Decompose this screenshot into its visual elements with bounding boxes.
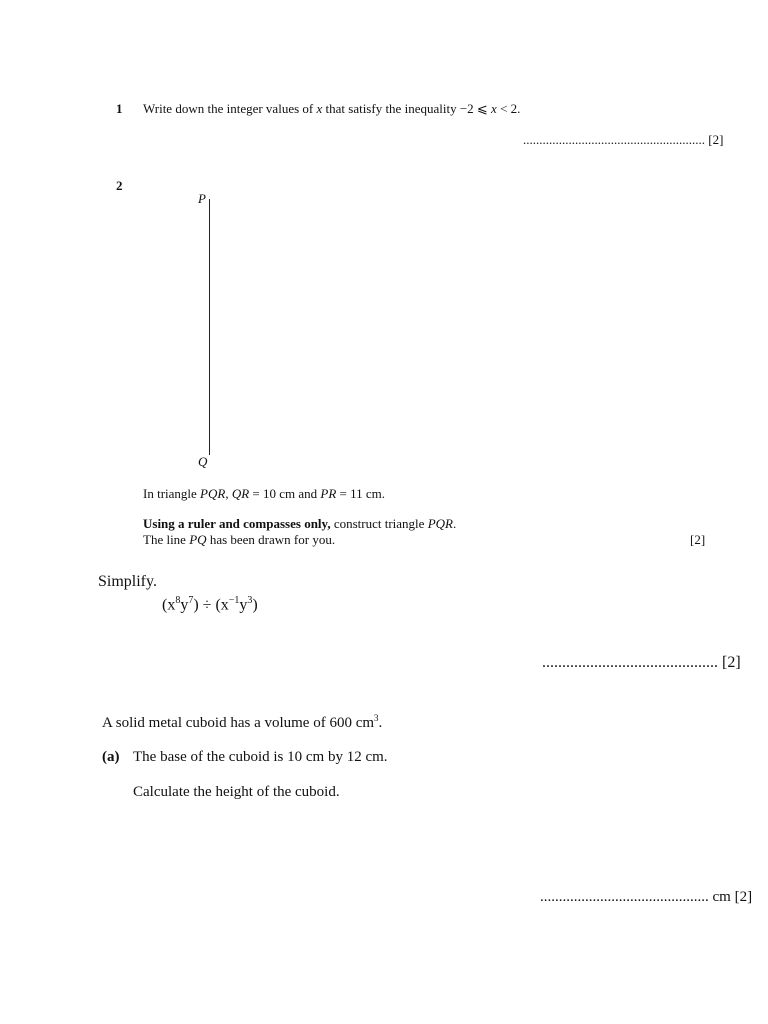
question-3-instruction: Simplify. bbox=[98, 573, 157, 590]
question-4a-label: (a) bbox=[102, 749, 120, 765]
question-4-intro: A solid metal cuboid has a volume of 600 $cm^3$. bbox=[102, 713, 383, 731]
question-4a-answer-area bbox=[540, 889, 752, 906]
question-4a-instruction: Calculate the height of the cuboid. bbox=[133, 784, 340, 800]
answer-line[interactable]: ............................................. bbox=[540, 889, 709, 905]
question-1-answer-area bbox=[523, 132, 723, 148]
q1-text-prefix: Write down the integer values of bbox=[143, 101, 317, 116]
question-2-number: 2 bbox=[116, 178, 123, 193]
unit: cm bbox=[712, 889, 731, 905]
question-1-number: 1 bbox=[116, 101, 123, 116]
question-2-marks: [2] bbox=[690, 532, 706, 547]
question-2-note: The line PQ has been drawn for you. bbox=[143, 532, 336, 547]
q1-text-suffix: < 2. bbox=[496, 101, 521, 116]
q1-var-x: x bbox=[316, 101, 323, 116]
question-2-given: In triangle PQR, QR = 10 cm and PR = 11 cm. bbox=[143, 486, 386, 501]
marks: [2] bbox=[722, 654, 741, 671]
question-3-answer-area bbox=[542, 654, 741, 672]
line-pq bbox=[209, 199, 210, 455]
q1-var-x2: x bbox=[491, 101, 497, 116]
point-q-label: Q bbox=[198, 454, 208, 469]
answer-line[interactable]: ............................................ bbox=[542, 654, 718, 671]
question-3-expression: $(x^8y^7) \div (x^{-1}y^3)$ bbox=[162, 595, 258, 614]
marks: [2] bbox=[708, 132, 724, 147]
point-p-label: P bbox=[198, 191, 206, 206]
marks: [2] bbox=[734, 889, 753, 905]
question-4a-text: The base of the cuboid is 10 cm by 12 cm. bbox=[133, 749, 388, 765]
answer-line[interactable]: ........................................................ bbox=[523, 132, 705, 147]
question-2-instruction: Using a ruler and compasses only, construct triangle PQR. bbox=[143, 516, 457, 531]
question-1-text bbox=[143, 101, 520, 117]
q1-text-middle: that satisfy the inequality −2 ⩽ bbox=[322, 101, 492, 116]
